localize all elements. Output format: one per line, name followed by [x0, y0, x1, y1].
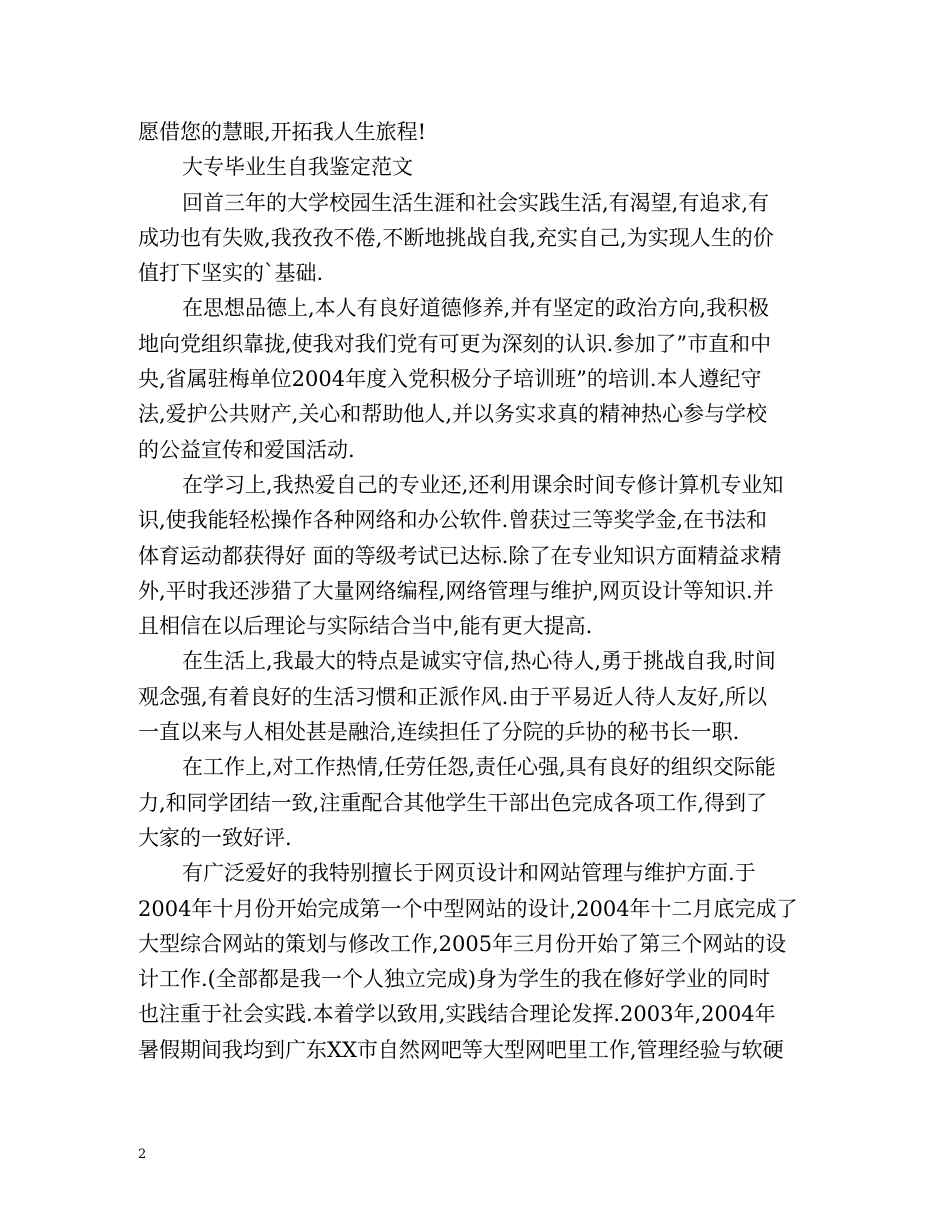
page-number: 2	[138, 1147, 147, 1162]
text-line: 一直以来与人相处甚是融洽,连续担任了分院的乒协的秘书长一职.	[138, 720, 740, 745]
text-line: 外,平时我还涉猎了大量网络编程,网络管理与维护,网页设计等知识.并	[138, 578, 774, 603]
text-line: 识,使我能轻松操作各种网络和办公软件.曾获过三等奖学金,在书法和	[138, 508, 768, 533]
text-line: 法,爱护公共财产,关心和帮助他人,并以务实求真的精神热心参与学校	[138, 402, 768, 427]
text-line: 地向党组织靠拢,使我对我们党有可更为深刻的认识.参加了”市直和中	[138, 331, 772, 356]
text-line: 在思想品德上,本人有良好道德修养,并有坚定的政治方向,我积极	[182, 296, 770, 321]
text-line: 有广泛爱好的我特别擅长于网页设计和网站管理与维护方面.于	[182, 861, 756, 886]
text-line: 暑假期间我均到广东XX市自然网吧等大型网吧里工作,管理经验与软硬	[138, 1037, 784, 1062]
document-body	[138, 115, 814, 1068]
text-line: 在工作上,对工作热情,任劳任怨,责任心强,具有良好的组织交际能	[182, 755, 776, 780]
text-line: 也注重于社会实践.本着学以致用,实践结合理论发挥.2003年,2004年	[138, 1002, 776, 1027]
text-line: 计工作.(全部都是我一个人独立完成)身为学生的我在修好学业的同时	[138, 967, 771, 992]
text-line: 观念强,有着良好的生活习惯和正派作风.由于平易近人待人友好,所以	[138, 684, 768, 709]
text-line: 愿借您的慧眼,开拓我人生旅程!	[138, 120, 427, 144]
text-line: 大专毕业生自我鉴定范文	[182, 155, 413, 180]
text-line: 成功也有失败,我孜孜不倦,不断地挑战自我,充实自己,为实现人生的价	[138, 225, 774, 250]
text-line: 且相信在以后理论与实际结合当中,能有更大提高.	[138, 614, 593, 639]
text-line: 在生活上,我最大的特点是诚实守信,热心待人,勇于挑战自我,时间	[182, 649, 776, 674]
text-line: 值打下坚实的`基础.	[138, 261, 324, 286]
text-line: 回首三年的大学校园生活生涯和社会实践生活,有渴望,有追求,有	[182, 190, 770, 215]
text-line: 大家的一致好评.	[138, 825, 292, 850]
text-line: 的公益宣传和爱国活动.	[138, 437, 355, 462]
text-line: 在学习上,我热爱自己的专业还,还利用课余时间专修计算机专业知	[182, 472, 784, 497]
text-line: 大型综合网站的策划与修改工作,2005年三月份开始了第三个网站的设	[138, 931, 787, 956]
text-line: 体育运动都获得好 面的等级考试已达标.除了在专业知识方面精益求精	[138, 543, 782, 568]
text-line: 力,和同学团结一致,注重配合其他学生干部出色完成各项工作,得到了	[138, 790, 768, 815]
text-line: 央,省属驻梅单位2004年度入党积极分子培训班”的培训.本人遵纪守	[138, 367, 762, 392]
text-line: 2004年十月份开始完成第一个中型网站的设计,2004年十二月底完成了	[138, 896, 798, 921]
